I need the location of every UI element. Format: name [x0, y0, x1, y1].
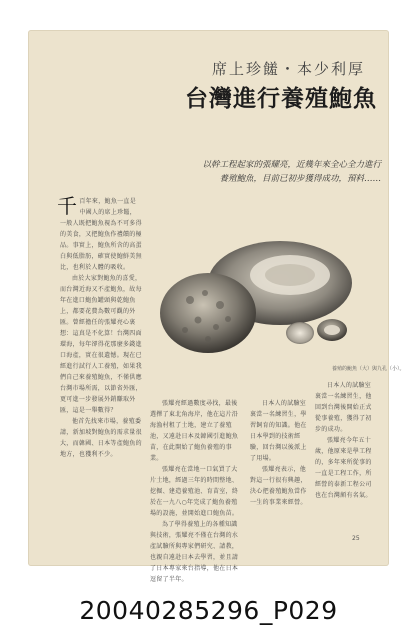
article-lead-line-2: 養殖鮑魚，目前已初步獲得成功，預料……: [219, 174, 381, 184]
paragraph: 日本人的試驗室裏當一名練習生，他回到台灣後開始正式從事養殖，獲得了初步的成功。: [315, 382, 372, 433]
paragraph: 為了學得養殖上的各種知識與技術，張耀亮不僅在台灣的水產試驗所與專家們研究、請教，也親自遠赴日本去學習，並且請了日本專家來台指導，他在日本逗留了半年。: [150, 521, 239, 583]
article-kicker: 席上珍饈・本少利厚: [211, 60, 365, 78]
page-number: 25: [352, 535, 360, 542]
text-column-1: [57, 194, 142, 460]
text-column-4: [315, 380, 375, 501]
paragraph: [57, 194, 142, 273]
paragraph: 張耀亮經過數度尋找，最後選擇了東北角海岸，他在這片沿海漁村租了土地，建立了養殖池，又遠赴日本及韓國引進鮑魚苗，在此開始了鮑魚養殖的事業。: [150, 400, 239, 462]
article-lead-line-1: 以幹工程起家的張耀亮，近幾年來全心全力進行: [202, 160, 381, 170]
text-column-2: [150, 398, 242, 585]
paragraph: 張耀亮在當地一口氣買了大片土地，經過三年的時間整地、挖掘、建造養殖池、育苗室，終於在一九八○年完成了鮑魚養殖場的設施，並開始進口鮑魚苗。: [150, 466, 239, 517]
paragraph-text: 百年來，鮑魚一直是中國人的席上珍饈，一般人既把鮑魚視為不可多得的美食，又把鮑魚作禮饋的極品。事實上，鮑魚所含的高蛋白與低脂肪，確實使鮑鮮美無比，也利於人體的吸收。: [60, 198, 142, 271]
photo-caption: 養殖的鮑魚（大）與九孔（小）。: [332, 366, 405, 372]
paragraph: 張耀亮表示，他對這一行很有興趣，決心把養殖鮑魚當作一生的事業來經營。: [250, 466, 307, 506]
text-column-3: [250, 398, 312, 508]
document-id: 20040285296_P029: [79, 596, 338, 625]
paragraph: 由於大家對鮑魚的喜愛，而台灣近海又不產鮑魚，故每年在進口鮑魚罐頭與乾鮑魚上，都要花費為數可觀的外匯。曾經擔任的張耀亮心裏想：這真是不化算！台灣四面環海，每年卻得花那麼多錢進口海產，實在很遺憾。現在已經進行試行人工養殖，如果我們自己來養殖鮑魚，不僅供應台灣市場所需，以節省外匯，更可進一步發展外銷賺取外匯，這是一舉數得？: [60, 275, 142, 414]
abalone-photo: [150, 235, 370, 380]
paragraph: 他首先找來市場，養殖委請，新加坡對鮑魚的需求量很大，而韓國、日本等產鮑魚的地方，也獲利不少。: [60, 418, 142, 458]
drop-cap: 千: [57, 194, 78, 218]
small-shell-icon: [286, 322, 314, 344]
paragraph: 張耀亮今年五十歲，他原來是學工程的，多年來所從事的一直是工程工作，所經營的泰新工程公司也在台灣頗有名氣。: [315, 437, 372, 499]
paragraph: 日本人的試驗室裏當一名練習生，學習飼育的知識。他在日本學到的技術經驗，回台灣以後派上了用場。: [250, 400, 307, 462]
article-title: 台灣進行養殖鮑魚: [185, 86, 377, 112]
